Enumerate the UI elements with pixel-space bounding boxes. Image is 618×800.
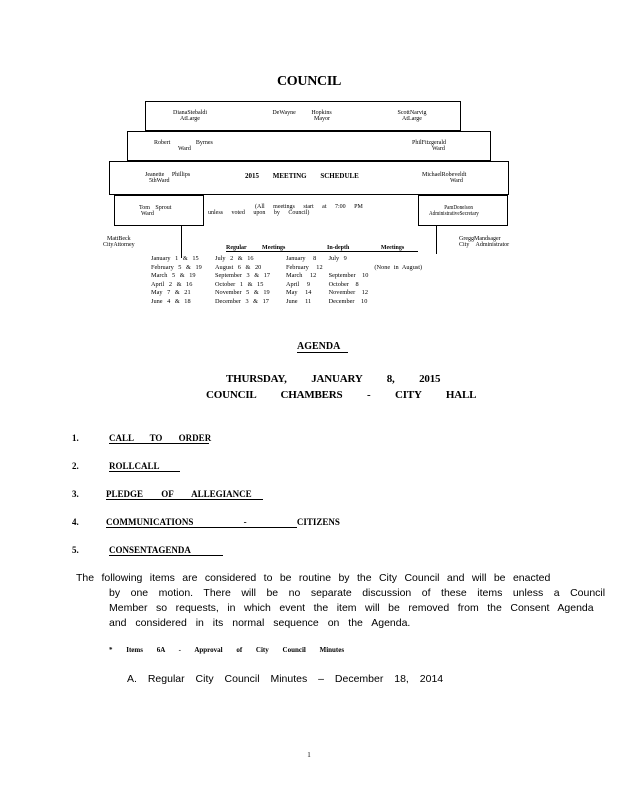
- agenda-item-label: PLEDGE OF ALLEGIANCE: [106, 489, 263, 500]
- regular-meetings-table: [151, 255, 276, 307]
- table-row: January 1 & 15 July 2 & 16: [151, 255, 254, 262]
- regular-meetings-list: [151, 255, 276, 307]
- agenda-heading: AGENDA: [297, 341, 348, 353]
- staff-member: GreggMandsager City Administrator: [459, 236, 510, 248]
- mayor: DeWayne Hopkins Mayor: [272, 110, 332, 122]
- staff-member: MattBeck CityAttorney: [103, 236, 135, 248]
- agenda-item-label: COMMUNICATIONS - CITIZENS: [106, 517, 340, 527]
- agenda-item-number: 5.: [72, 545, 79, 555]
- table-row: February 12 (None in August): [286, 263, 423, 271]
- staff-member: PamDonelson AdministrativeSecretary: [429, 205, 479, 217]
- org-row-4-left: [114, 195, 204, 226]
- connector-line: [181, 226, 182, 258]
- table-row: June 4 & 18 December 3 & 17: [151, 297, 269, 305]
- consent-paragraph-line: The following items are considered to be routine by the City Council and will be enacted: [76, 572, 551, 584]
- minutes-item: A. Regular City Council Minutes – December 18, 2014: [127, 673, 444, 685]
- table-row: May 14 November 12: [286, 289, 369, 297]
- indepth-meetings-header: In-depth Meetings: [297, 245, 418, 252]
- council-member: PhilFitzgerald Ward: [412, 140, 446, 152]
- council-member: MichaelRobeveldt Ward: [422, 172, 467, 184]
- agenda-item-label: CONSENTAGENDA: [109, 545, 223, 556]
- meeting-location: COUNCIL CHAMBERS - CITY HALL: [206, 389, 477, 401]
- council-member: Jeanette Phillips 5thWard: [145, 172, 191, 184]
- regular-meetings-header: Regular Meetings: [226, 245, 299, 252]
- indepth-meetings-table: [286, 255, 428, 307]
- page-title: COUNCIL: [276, 74, 342, 89]
- council-member: DianaStebaldi AtLarge: [173, 110, 207, 122]
- table-row: March 5 & 19 September 3 & 17: [151, 272, 270, 280]
- agenda-item-label: CALL TO ORDER: [109, 433, 212, 443]
- agenda-item-number: 2.: [72, 461, 79, 471]
- org-row-2: [127, 131, 491, 161]
- page-number: 1: [307, 751, 311, 759]
- meeting-time-note: (All meetings start at 7:00 PM unless voted upon by Council): [208, 204, 363, 216]
- table-row: February 5 & 19 August 6 & 20: [151, 263, 262, 271]
- connector-line: [436, 226, 437, 254]
- meeting-date: THURSDAY, JANUARY 8, 2015: [226, 373, 441, 385]
- council-member: Tom Sprout Ward: [139, 205, 172, 217]
- consent-paragraph-line: by one motion. There will be no separate discussion of these items unless a Council: [109, 587, 606, 599]
- table-row: April 2 & 16 October 1 & 15: [151, 280, 264, 288]
- agenda-item-label: ROLLCALL: [109, 461, 180, 472]
- indepth-meetings-list: [286, 255, 428, 307]
- council-member: ScottNarvig AtLarge: [397, 110, 427, 122]
- agenda-item-number: 4.: [72, 517, 79, 527]
- council-member: Robert Byrnes Ward: [154, 140, 213, 152]
- consent-item-bullet: * Items 6A - Approval of City Council Minutes: [109, 646, 345, 654]
- org-row-3: [109, 161, 509, 195]
- org-row-1: [145, 101, 461, 131]
- schedule-title: 2015 MEETING SCHEDULE: [245, 172, 359, 180]
- table-row: April 9 October 8: [286, 280, 359, 288]
- consent-paragraph-line: and considered in its normal sequence on the Agenda.: [109, 617, 411, 629]
- consent-paragraph-line: Member so requests, in which event the item will be removed from the Consent Agenda: [109, 602, 594, 614]
- table-row: January 8 July 9: [286, 255, 347, 262]
- table-row: March 12 September 10: [286, 272, 369, 280]
- org-row-4-right: [418, 195, 508, 226]
- table-row: June 11 December 10: [286, 297, 368, 305]
- table-row: May 7 & 21 November 5 & 19: [151, 289, 270, 297]
- agenda-item-number: 3.: [72, 489, 79, 499]
- agenda-item-number: 1.: [72, 433, 79, 443]
